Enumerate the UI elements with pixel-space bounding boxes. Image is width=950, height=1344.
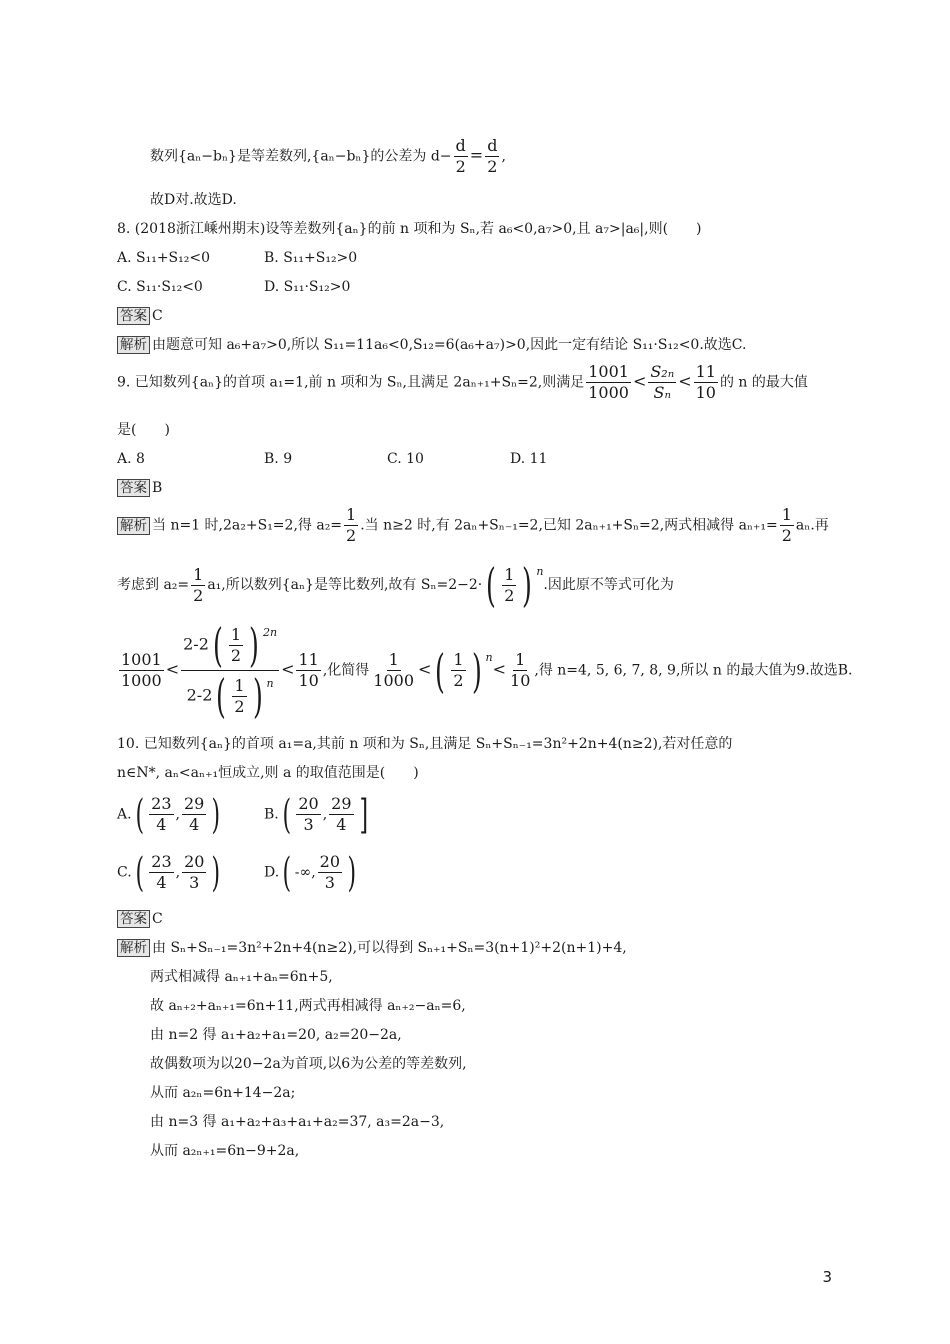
q9-answer <box>117 478 162 498</box>
fraction <box>508 650 532 691</box>
q9-option-c: C. 10 <box>387 451 424 467</box>
analysis-label: 解析 <box>117 517 150 535</box>
denominator: 4 <box>156 873 167 892</box>
denominator: 10 <box>695 383 716 402</box>
option-label: B. <box>264 806 279 823</box>
denominator: 2 <box>346 526 357 545</box>
fraction <box>296 650 320 691</box>
answer-value: C <box>152 911 163 927</box>
less-than: < <box>632 371 647 391</box>
denominator: 1000 <box>588 383 629 402</box>
numerator: 23 <box>151 852 172 871</box>
q8-option-a: A. S₁₁+S₁₂<0 <box>117 250 211 266</box>
left-paren: ( <box>216 669 227 723</box>
analysis-label: 解析 <box>117 336 150 354</box>
q9-analysis-3 <box>117 618 853 723</box>
denominator: 1000 <box>121 671 162 690</box>
numerator: 29 <box>183 794 205 813</box>
numerator: 23 <box>151 794 172 813</box>
compound-fraction <box>181 618 279 723</box>
q10-analysis-4: 由 n=2 得 a₁+a₂+a₁=20, a₂=20−2a, <box>150 1027 402 1043</box>
right-paren: ) <box>252 669 263 723</box>
fraction-half <box>191 565 205 606</box>
question-10: 10. 已知数列{aₙ}的首项 a₁=a,其前 n 项和为 Sₙ,且满足 Sₙ+Sₙ₋₁=3n²+2n+4(n≥2),若对任意的 <box>117 736 733 752</box>
text: 2-2 <box>186 685 213 705</box>
denominator: 2 <box>234 696 245 716</box>
q10-option-c <box>117 849 224 896</box>
answer-label: 答案 <box>117 307 150 325</box>
fraction <box>119 650 164 691</box>
fraction <box>149 852 173 893</box>
denominator: 2 <box>504 585 515 605</box>
text: 2-2 <box>183 634 209 654</box>
left-paren: ( <box>212 618 223 672</box>
numerator: 20 <box>298 794 319 813</box>
q9-option-b: B. 9 <box>264 451 293 467</box>
numerator: 29 <box>331 794 352 813</box>
numerator: 1001 <box>121 650 162 669</box>
fraction-half <box>780 505 794 546</box>
fraction <box>648 362 676 403</box>
q10-analysis-8: 从而 a₂ₙ₊₁=6n−9+2a, <box>150 1143 300 1159</box>
fraction <box>371 650 416 691</box>
line-2: 故D对.故选D. <box>150 192 237 208</box>
numerator: 20 <box>319 852 340 871</box>
less-than: < <box>281 659 295 679</box>
less-than: < <box>678 371 692 391</box>
answer-label: 答案 <box>117 479 150 497</box>
option-label: C. <box>117 864 132 881</box>
denominator: 2 <box>453 671 464 690</box>
answer-value: C <box>152 308 163 324</box>
numerator: 1 <box>388 650 399 669</box>
q9-analysis-1 <box>117 505 829 546</box>
numerator: 1 <box>230 624 242 644</box>
q10-analysis-1 <box>117 938 627 958</box>
numerator: 1 <box>781 505 792 524</box>
right-paren: ) <box>471 643 482 698</box>
fraction <box>454 136 468 177</box>
fraction-half <box>344 505 358 546</box>
fraction <box>318 852 342 893</box>
fraction-half <box>451 650 465 691</box>
analysis-label: 解析 <box>117 939 150 957</box>
left-paren: ( <box>486 558 497 612</box>
fraction <box>296 794 320 835</box>
q9-option-a: A. 8 <box>117 451 145 467</box>
fraction-half <box>502 565 516 606</box>
text: aₙ.再 <box>795 517 829 534</box>
less-than: < <box>492 659 507 679</box>
q9-line-2: 是( ) <box>117 422 170 438</box>
denominator: 2 <box>193 585 204 605</box>
q10-analysis-6: 从而 a₂ₙ=6n+14−2a; <box>150 1085 296 1101</box>
denominator: 3 <box>189 873 200 892</box>
numerator: 1 <box>515 650 526 669</box>
denominator: Sₙ <box>653 383 671 402</box>
comma: , <box>175 806 180 823</box>
q10-analysis-7: 由 n=3 得 a₁+a₂+a₃+a₁+a₂=37, a₃=2a−3, <box>150 1114 445 1130</box>
numerator: 1 <box>504 564 515 584</box>
numerator: 1001 <box>588 362 629 381</box>
text: ,化简得 <box>322 662 370 679</box>
fraction <box>149 794 173 835</box>
analysis-text: 由 Sₙ+Sₙ₋₁=3n²+2n+4(n≥2),可以得到 Sₙ₊₁+Sₙ=3(n+1)²+2(n+1)+4, <box>152 940 627 956</box>
left-paren: ( <box>135 849 144 896</box>
compound-numerator <box>181 618 279 672</box>
text: 当 n=1 时,2a₂+S₁=2,得 a₂= <box>152 517 343 534</box>
numerator: 1 <box>346 505 357 524</box>
right-paren: ) <box>249 618 259 672</box>
fraction-half <box>229 625 243 666</box>
right-paren: ) <box>347 849 357 896</box>
analysis-text: 由题意可知 a₆+a₇>0,所以 S₁₁=11a₆<0,S₁₂=6(a₆+a₇)>0,因此一定有结论 S₁₁·S₁₂<0.故选C. <box>152 337 747 353</box>
q8-analysis <box>117 335 746 355</box>
answer-value: B <box>152 480 163 496</box>
q10-option-b <box>264 791 371 838</box>
q10-analysis-2: 两式相减得 aₙ₊₁+aₙ=6n+5, <box>150 969 333 985</box>
fraction-half <box>232 676 246 717</box>
numerator: 1 <box>453 650 464 669</box>
numerator: d <box>455 136 466 155</box>
text: -∞, <box>294 864 316 881</box>
q8-answer <box>117 306 163 326</box>
numerator: d <box>487 136 498 155</box>
comma: , <box>322 806 328 823</box>
right-paren: ) <box>211 849 221 896</box>
numerator: 11 <box>298 650 319 669</box>
denominator: 4 <box>156 815 167 834</box>
less-than: < <box>165 659 180 679</box>
right-paren: ) <box>211 791 221 838</box>
denominator: 2 <box>487 157 498 176</box>
fraction <box>182 794 206 835</box>
left-paren: ( <box>282 791 291 838</box>
compound-denominator <box>185 669 276 723</box>
denominator: 4 <box>189 815 200 834</box>
text: a₁,所以数列{aₙ}是等比数列,故有 Sₙ=2−2· <box>207 577 483 593</box>
text: 考虑到 a₂= <box>117 577 190 593</box>
numerator: 20 <box>184 852 205 871</box>
text: 9. 已知数列{aₙ}的首项 a₁=1,前 n 项和为 Sₙ,且满足 2aₙ₊₁+Sₙ=2,则满足 <box>117 374 585 391</box>
denominator: 10 <box>298 671 319 690</box>
denominator: 1000 <box>373 671 415 690</box>
text: 的 n 的最大值 <box>719 374 808 391</box>
question-8: 8. (2018浙江嵊州期末)设等差数列{aₙ}的前 n 项和为 Sₙ,若 a₆<0,a₇>0,且 a₇>|a₆|,则( ) <box>117 221 702 237</box>
text: ,得 n=4, 5, 6, 7, 8, 9,所以 n 的最大值为9.故选B. <box>534 662 853 679</box>
fraction <box>485 136 499 177</box>
text: .因此原不等式可化为 <box>543 577 674 593</box>
q9-analysis-2 <box>117 558 674 612</box>
denominator: 2 <box>781 526 792 545</box>
q8-option-b: B. S₁₁+S₁₂>0 <box>264 250 358 266</box>
left-paren: ( <box>282 849 292 896</box>
right-paren: ] <box>359 791 368 838</box>
text: .当 n≥2 时,有 2aₙ+Sₙ₋₁=2,已知 2aₙ₊₁+Sₙ=2,两式相减得 aₙ₊₁= <box>360 517 778 534</box>
fraction <box>329 794 353 835</box>
q10-option-d <box>264 849 360 896</box>
numerator: S₂ₙ <box>650 362 675 381</box>
text: , <box>501 148 506 165</box>
denominator: 4 <box>336 815 347 834</box>
left-paren: ( <box>435 643 446 698</box>
fraction <box>182 852 206 893</box>
less-than: < <box>418 659 432 679</box>
equals: = <box>469 145 484 165</box>
denominator: 10 <box>510 671 531 690</box>
numerator: 1 <box>193 564 204 584</box>
question-9 <box>117 362 808 403</box>
exponent: n <box>266 676 274 690</box>
denominator: 3 <box>303 815 314 834</box>
line-1 <box>150 136 506 177</box>
option-label: D. <box>264 864 280 881</box>
q10-analysis-5: 故偶数项为以20−2a为首项,以6为公差的等差数列, <box>150 1056 467 1072</box>
fraction <box>694 362 718 403</box>
denominator: 2 <box>230 645 242 665</box>
q10-line-2: n∈N*, aₙ<aₙ₊₁恒成立,则 a 的取值范围是( ) <box>117 765 419 781</box>
text: 数列{aₙ−bₙ}是等差数列,{aₙ−bₙ}的公差为 d− <box>150 148 452 165</box>
denominator: 3 <box>324 873 335 892</box>
exponent: n <box>485 650 493 664</box>
q9-option-d: D. 11 <box>510 451 548 467</box>
denominator: 2 <box>455 157 466 176</box>
comma: , <box>175 864 181 881</box>
numerator: 11 <box>695 362 716 381</box>
right-paren: ) <box>522 558 533 612</box>
q10-answer <box>117 909 163 929</box>
exponent: n <box>536 565 544 578</box>
option-label: A. <box>117 806 132 823</box>
left-paren: ( <box>135 791 144 838</box>
page-number: 3 <box>822 1268 832 1286</box>
numerator: 1 <box>234 675 245 695</box>
q8-option-d: D. S₁₁·S₁₂>0 <box>264 279 351 295</box>
q10-option-a <box>117 791 224 838</box>
q8-option-c: C. S₁₁·S₁₂<0 <box>117 279 203 295</box>
exponent: 2n <box>262 625 278 639</box>
q10-analysis-3: 故 aₙ₊₂+aₙ₊₁=6n+11,两式再相减得 aₙ₊₂−aₙ=6, <box>150 998 466 1014</box>
answer-label: 答案 <box>117 910 150 928</box>
fraction <box>586 362 631 403</box>
